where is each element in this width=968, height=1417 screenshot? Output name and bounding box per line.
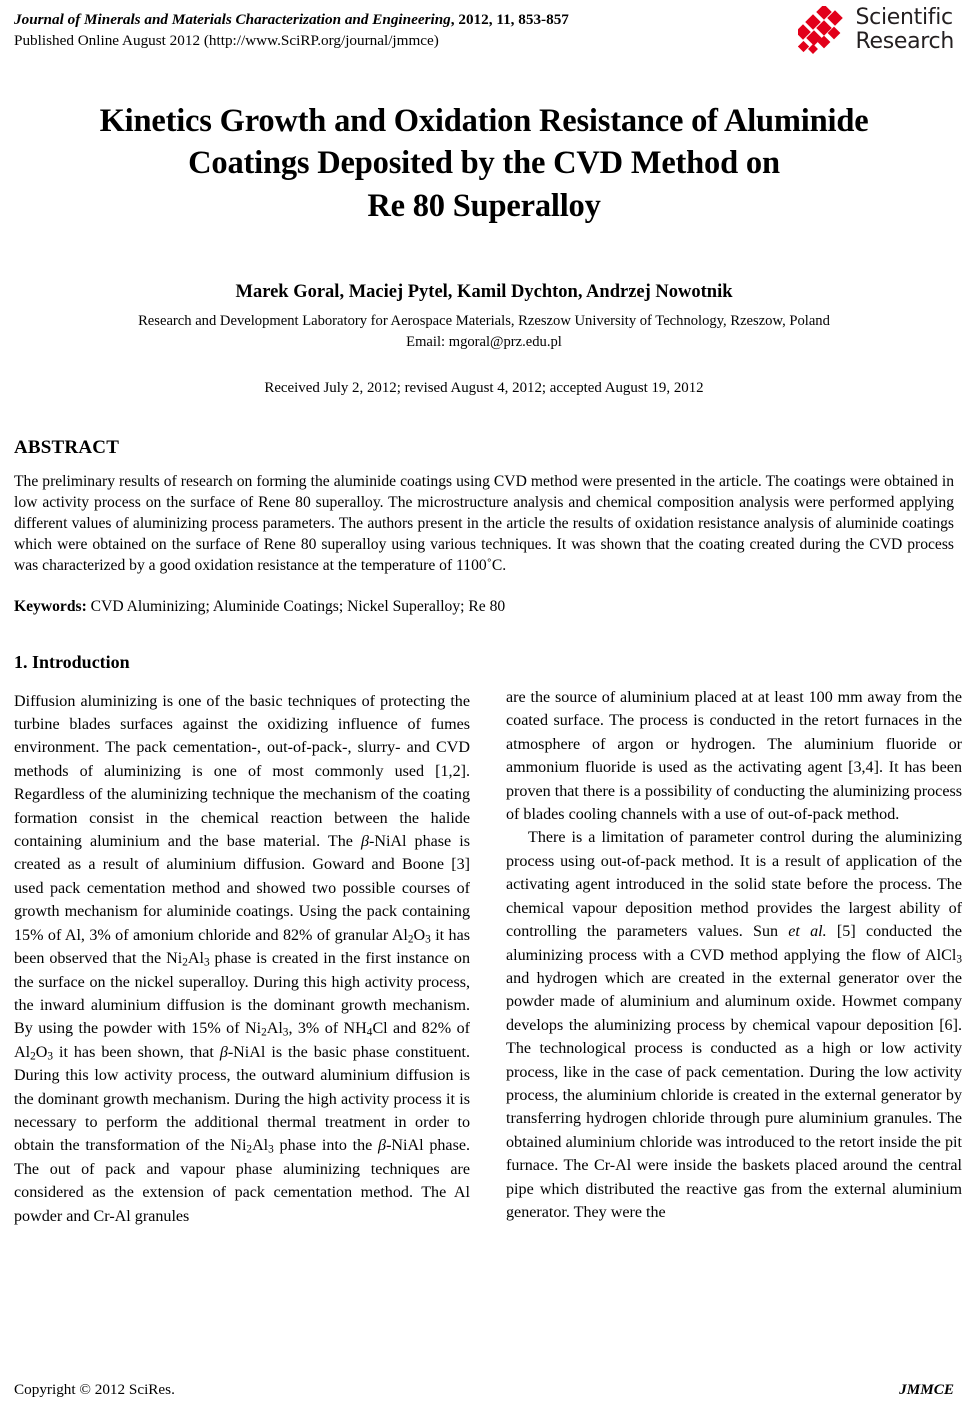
publisher-logo — [798, 6, 954, 54]
et-al-italic: et al. — [788, 923, 827, 941]
text-run: it has been shown, that — [53, 1043, 220, 1061]
text-run: -NiAl is the basic phase constituent. During this low activity process, the outward aluminium diffusion is the dominant growth mechanism. During the high activity process it is necessary to perform the additional thermal treatment in order to obtain the transformation of the Ni — [14, 1043, 470, 1155]
title-block — [14, 100, 954, 227]
title-line-2: Coatings Deposited by the CVD Method on — [188, 145, 780, 182]
subscript: 3 — [47, 1050, 53, 1063]
subscript: 2 — [246, 1143, 253, 1156]
beta-symbol: β — [360, 833, 369, 851]
subscript: 4 — [366, 1026, 373, 1039]
subscript: 2 — [261, 1026, 267, 1039]
text-run: -NiAl phase is created as a result of aluminium diffusion. Goward and Boone [3] used pack cementation method and showed two possible courses of growth mechanism for aluminide coatings. Using the pack containing 15% of Al, 3% of amonium chloride and 82% of granular Al — [14, 833, 470, 944]
text-run: Al — [252, 1137, 269, 1155]
author-email: Email: mgoral@prz.edu.pl — [406, 333, 562, 350]
subscript: 2 — [182, 956, 188, 969]
text-run: There is a limitation of parameter control during the aluminizing process using out-of-pack method. It is a result of application of the activating agent introduced in the solid state before the process. The chemical vapour deposition method provides the largest ability of controlling the parameters values. Sun — [506, 829, 962, 941]
text-run: and hydrogen which are created in the external generator over the powder made of aluminium and aluminum oxide. Howmet company develops the aluminizing process by chemical vapour deposition [6]. The technological process is conducted as a high or low activity process, like in the case of pack cementation. During the low activity process, the aluminium chloride is created in the external generator by transferring hydrogen chloride through pure aluminium granules. The obtained aluminium chloride was introduced to the retort inside the pit furnace. The Cr-Al were inside the baskets placed around the central pipe which distributed the reactive gas from the external aluminium generator. They were the — [506, 969, 962, 1221]
section-heading-introduction: 1. Introduction — [14, 652, 130, 673]
text-run: Diffusion aluminizing is one of the basic techniques of protecting the turbine blades surfaces against the oxidizing influence of fumes environment. The pack cementation-, out-of-pack-, slurry- and CVD methods of aluminizing is one of most commonly used [1,2]. Regardless of the aluminizing technique the mechanism of the coating formation consist in the chemical reaction between the halide containing aluminium and the base material. The — [14, 692, 470, 851]
paragraph-right-2 — [506, 826, 962, 1224]
journal-abbreviation: JMMCE — [899, 1381, 954, 1398]
paragraph-right-1: are the source of aluminium placed at at least 100 mm away from the coated surface. The process is conducted in the retort furnaces in the atmosphere of argon or hydrogen. The aluminium fluoride or ammonium fluoride is used as the activating agent [3,4]. It has been proven that there is a possibility of conducting the aluminizing process of blades cooling channels with a use of out-of-pack method. — [506, 689, 962, 824]
journal-name: Journal of Minerals and Materials Characterization and Engineering — [14, 11, 451, 28]
subscript: 3 — [425, 933, 431, 946]
text-run: it has been observed that the Ni — [14, 926, 470, 968]
journal-citation-line — [14, 10, 654, 31]
publisher-name-line2: Research — [855, 29, 954, 54]
text-run: [5] conducted the aluminizing process with a CVD method applying the flow of AlCl — [506, 923, 962, 964]
text-run: , 3% of NH — [288, 1020, 367, 1038]
publisher-name-line1: Scientific — [855, 5, 953, 31]
published-online-line: Published Online August 2012 (http://www.SciRP.org/journal/jmmce) — [14, 31, 439, 49]
text-run: phase is created in the first instance on the surface on the nickel superalloy. During this high activity process, the inward aluminium diffusion is the dominant growth mechanism. By using the powder with 15% of Ni — [14, 950, 470, 1038]
body-columns — [14, 652, 962, 1228]
title-line-3: Re 80 Superalloy — [367, 187, 601, 224]
text-run: O — [413, 926, 426, 944]
text-run: Al — [187, 950, 204, 968]
subscript: 2 — [30, 1050, 36, 1063]
author-list: Marek Goral, Maciej Pytel, Kamil Dychton, Andrzej Nowotnik — [235, 281, 733, 302]
beta-symbol: β — [378, 1137, 387, 1155]
author-affiliation: Research and Development Laboratory for Aerospace Materials, Rzeszow University of Technology, Rzeszow, Poland — [138, 312, 830, 329]
copyright-notice: Copyright © 2012 SciRes. — [14, 1381, 175, 1398]
column-right — [506, 652, 962, 1228]
masthead-text-block — [14, 10, 654, 52]
keywords-line — [14, 597, 954, 618]
publisher-wordmark — [855, 6, 954, 54]
text-run: O — [35, 1043, 48, 1061]
subscript: 3 — [203, 956, 210, 969]
paragraph-intro-1 — [14, 690, 470, 1228]
page-footer — [14, 1381, 954, 1399]
column-top-spacer — [506, 652, 962, 686]
subscript: 2 — [407, 933, 414, 946]
text-run: -NiAl phase. The out of pack and vapour phase aluminizing techniques are considered as the extension of pack cementation method. The Al powder and Cr-Al granules — [14, 1137, 470, 1225]
beta-symbol: β — [219, 1043, 228, 1061]
title-line-1: Kinetics Growth and Oxidation Resistance of Aluminide — [99, 103, 869, 139]
column-left — [14, 652, 470, 1228]
journal-volume-info: , 2012, 11, 853-857 — [450, 11, 569, 28]
subscript: 3 — [282, 1026, 289, 1039]
keywords-value: CVD Aluminizing; Aluminide Coatings; Nickel Superalloy; Re 80 — [90, 598, 506, 616]
text-run: phase into the — [273, 1137, 379, 1155]
submission-dates: Received July 2, 2012; revised August 4, 2012; accepted August 19, 2012 — [264, 380, 704, 397]
text-run: Cl and 82% of Al — [14, 1020, 471, 1061]
page-title — [66, 100, 902, 227]
page-masthead — [14, 5, 954, 56]
abstract-body: The preliminary results of research on forming the aluminide coatings using CVD method were presented in the article. The coatings were obtained in low activity process on the surface of Rene 80 superalloy. The microstructure analysis and chemical composition analysis were performed applying different values of aluminizing process parameters. The authors present in the article the results of oxidation resistance analysis of aluminide coatings which were obtained on the surface of Rene 80 superalloy using various techniques. It was shown that the coating created during the CVD process was characterized by a good oxidation resistance at the temperature of 1100˚C. — [14, 473, 954, 575]
subscript: 3 — [268, 1143, 274, 1156]
subscript: 3 — [956, 952, 962, 965]
abstract-heading: ABSTRACT — [14, 437, 120, 459]
keywords-label: Keywords: — [14, 598, 87, 616]
scientific-research-diamond-icon — [798, 6, 848, 54]
text-run: Al — [266, 1020, 283, 1038]
